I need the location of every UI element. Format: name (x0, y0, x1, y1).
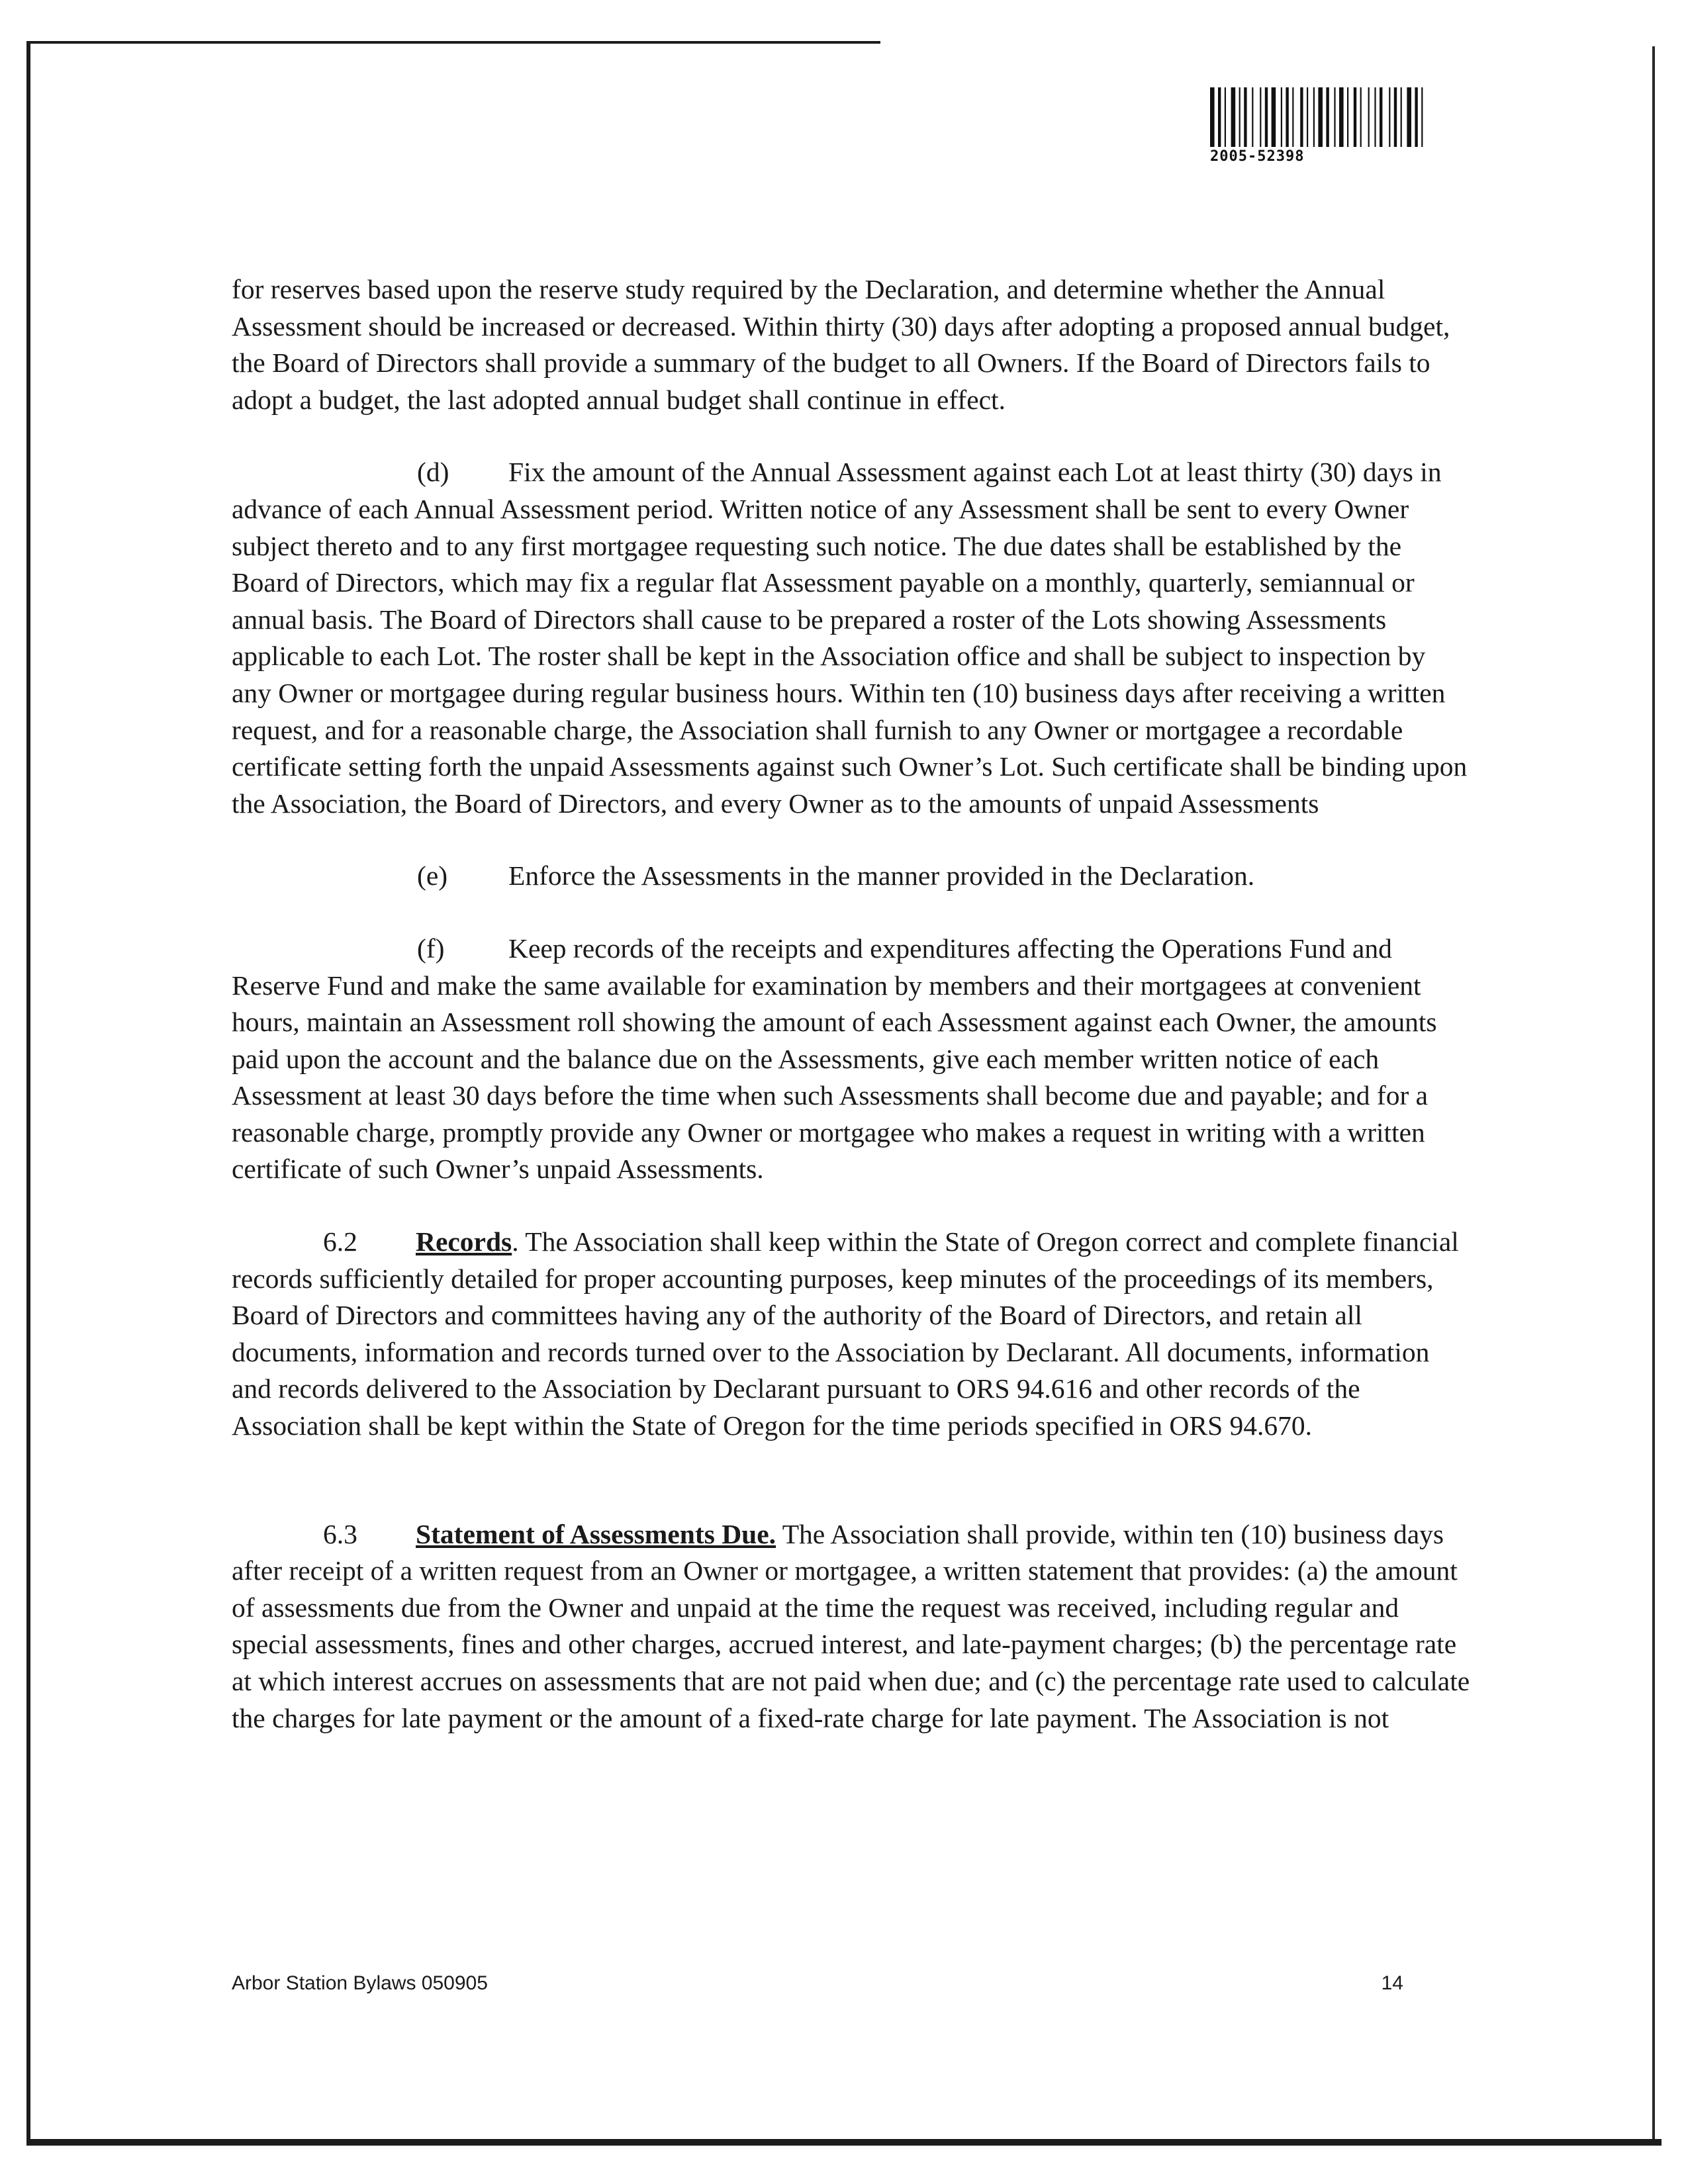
item-e-text: Enforce the Assessments in the manner provided in the Declaration. (508, 860, 1255, 891)
footer-page-number: 14 (1381, 1972, 1403, 1994)
scan-border-top (26, 41, 880, 44)
item-e-label: (e) (417, 860, 448, 891)
item-d-label: (d) (417, 457, 449, 488)
item-f-text: Keep records of the receipts and expenditures affecting the Operations Fund and Reserve Fund and make the same available for examination by members and their mortgagees at convenient hours, maintain an Assessment roll showing the amount of each Assessment against each Owner, the amounts paid upon the account and the balance due on the Assessments, give each member written notice of each Assessment at least 30 days before the time when such Assessments shall become due and payable; and for a reasonable charge, promptly provide any Owner or mortgagee who makes a request in writing with a written certificate of such Owner’s unpaid Assessments. (232, 933, 1437, 1185)
barcode-number: 2005-52398 (1210, 148, 1305, 165)
section-6-3-text: The Association shall provide, within ten (10) business days after receipt of a written request from an Owner or mortgagee, a written statement that provides: (a) the amount of assessments due from the Owner and unpaid at the time the request was received, including regular and special assessments, fines and other charges, accrued interest, and late-payment charges; (b) the percentage rate at which interest accrues on assessments that are not paid when due; and (c) the percentage rate used to calculate the charges for late payment or the amount of a fixed-rate charge for late payment. The Association is not (232, 1518, 1470, 1733)
page-footer (232, 1972, 1403, 1995)
section-6-3 (232, 1516, 1471, 1737)
page-body (232, 271, 1471, 1737)
section-6-3-number: 6.3 (323, 1518, 357, 1549)
item-d (232, 454, 1471, 822)
section-6-2-number: 6.2 (323, 1226, 357, 1257)
footer-document-name: Arbor Station Bylaws 050905 (232, 1972, 488, 1994)
section-6-2 (232, 1224, 1471, 1445)
paragraph-continued: for reserves based upon the reserve study required by the Declaration, and determine whether the Annual Assessment should be increased or decreased. Within thirty (30) days after adopting a proposed annual budget, the Board of Directors shall provide a summary of the budget to all Owners. If the Board of Directors fails to adopt a budget, the last adopted annual budget shall continue in effect. (232, 274, 1450, 415)
section-6-2-title-punct: . (512, 1226, 519, 1257)
section-6-2-text: The Association shall keep within the State of Oregon correct and complete financial records sufficiently detailed for proper accounting purposes, keep minutes of the proceedings of its members, Board of Directors and committees having any of the authority of the Board of Directors, and retain all documents, information and records turned over to the Association by Declarant. All documents, information and records delivered to the Association by Declarant pursuant to ORS 94.616 and other records of the Association shall be kept within the State of Oregon for the time periods specified in ORS 94.670. (232, 1226, 1459, 1441)
barcode-icon (1210, 87, 1496, 147)
recording-barcode (1210, 87, 1496, 165)
item-d-text: Fix the amount of the Annual Assessment against each Lot at least thirty (30) days in advance of each Annual Assessment period. Written notice of any Assessment shall be sent to every Owner subject thereto and to any first mortgagee requesting such notice. The due dates shall be established by the Board of Directors, which may fix a regular flat Assessment payable on a monthly, quarterly, semiannual or annual basis. The Board of Directors shall cause to be prepared a roster of the Lots showing Assessments applicable to each Lot. The roster shall be kept in the Association office and shall be subject to inspection by any Owner or mortgagee during regular business hours. Within ten (10) business days after receiving a written request, and for a reasonable charge, the Association shall furnish to any Owner or mortgagee a recordable certificate setting forth the unpaid Assessments against such Owner’s Lot. Such certificate shall be binding upon the Association, the Board of Directors, and every Owner as to the amounts of unpaid Assessments (232, 457, 1468, 819)
item-e (232, 858, 1471, 895)
item-f (232, 931, 1471, 1188)
item-f-label: (f) (417, 933, 445, 964)
scan-border-bottom (26, 2139, 1662, 2146)
scan-border-left (26, 41, 30, 2146)
section-6-2-title: Records (416, 1226, 512, 1257)
section-6-3-title: Statement of Assessments Due. (416, 1518, 776, 1549)
scan-border-right (1652, 46, 1655, 2144)
